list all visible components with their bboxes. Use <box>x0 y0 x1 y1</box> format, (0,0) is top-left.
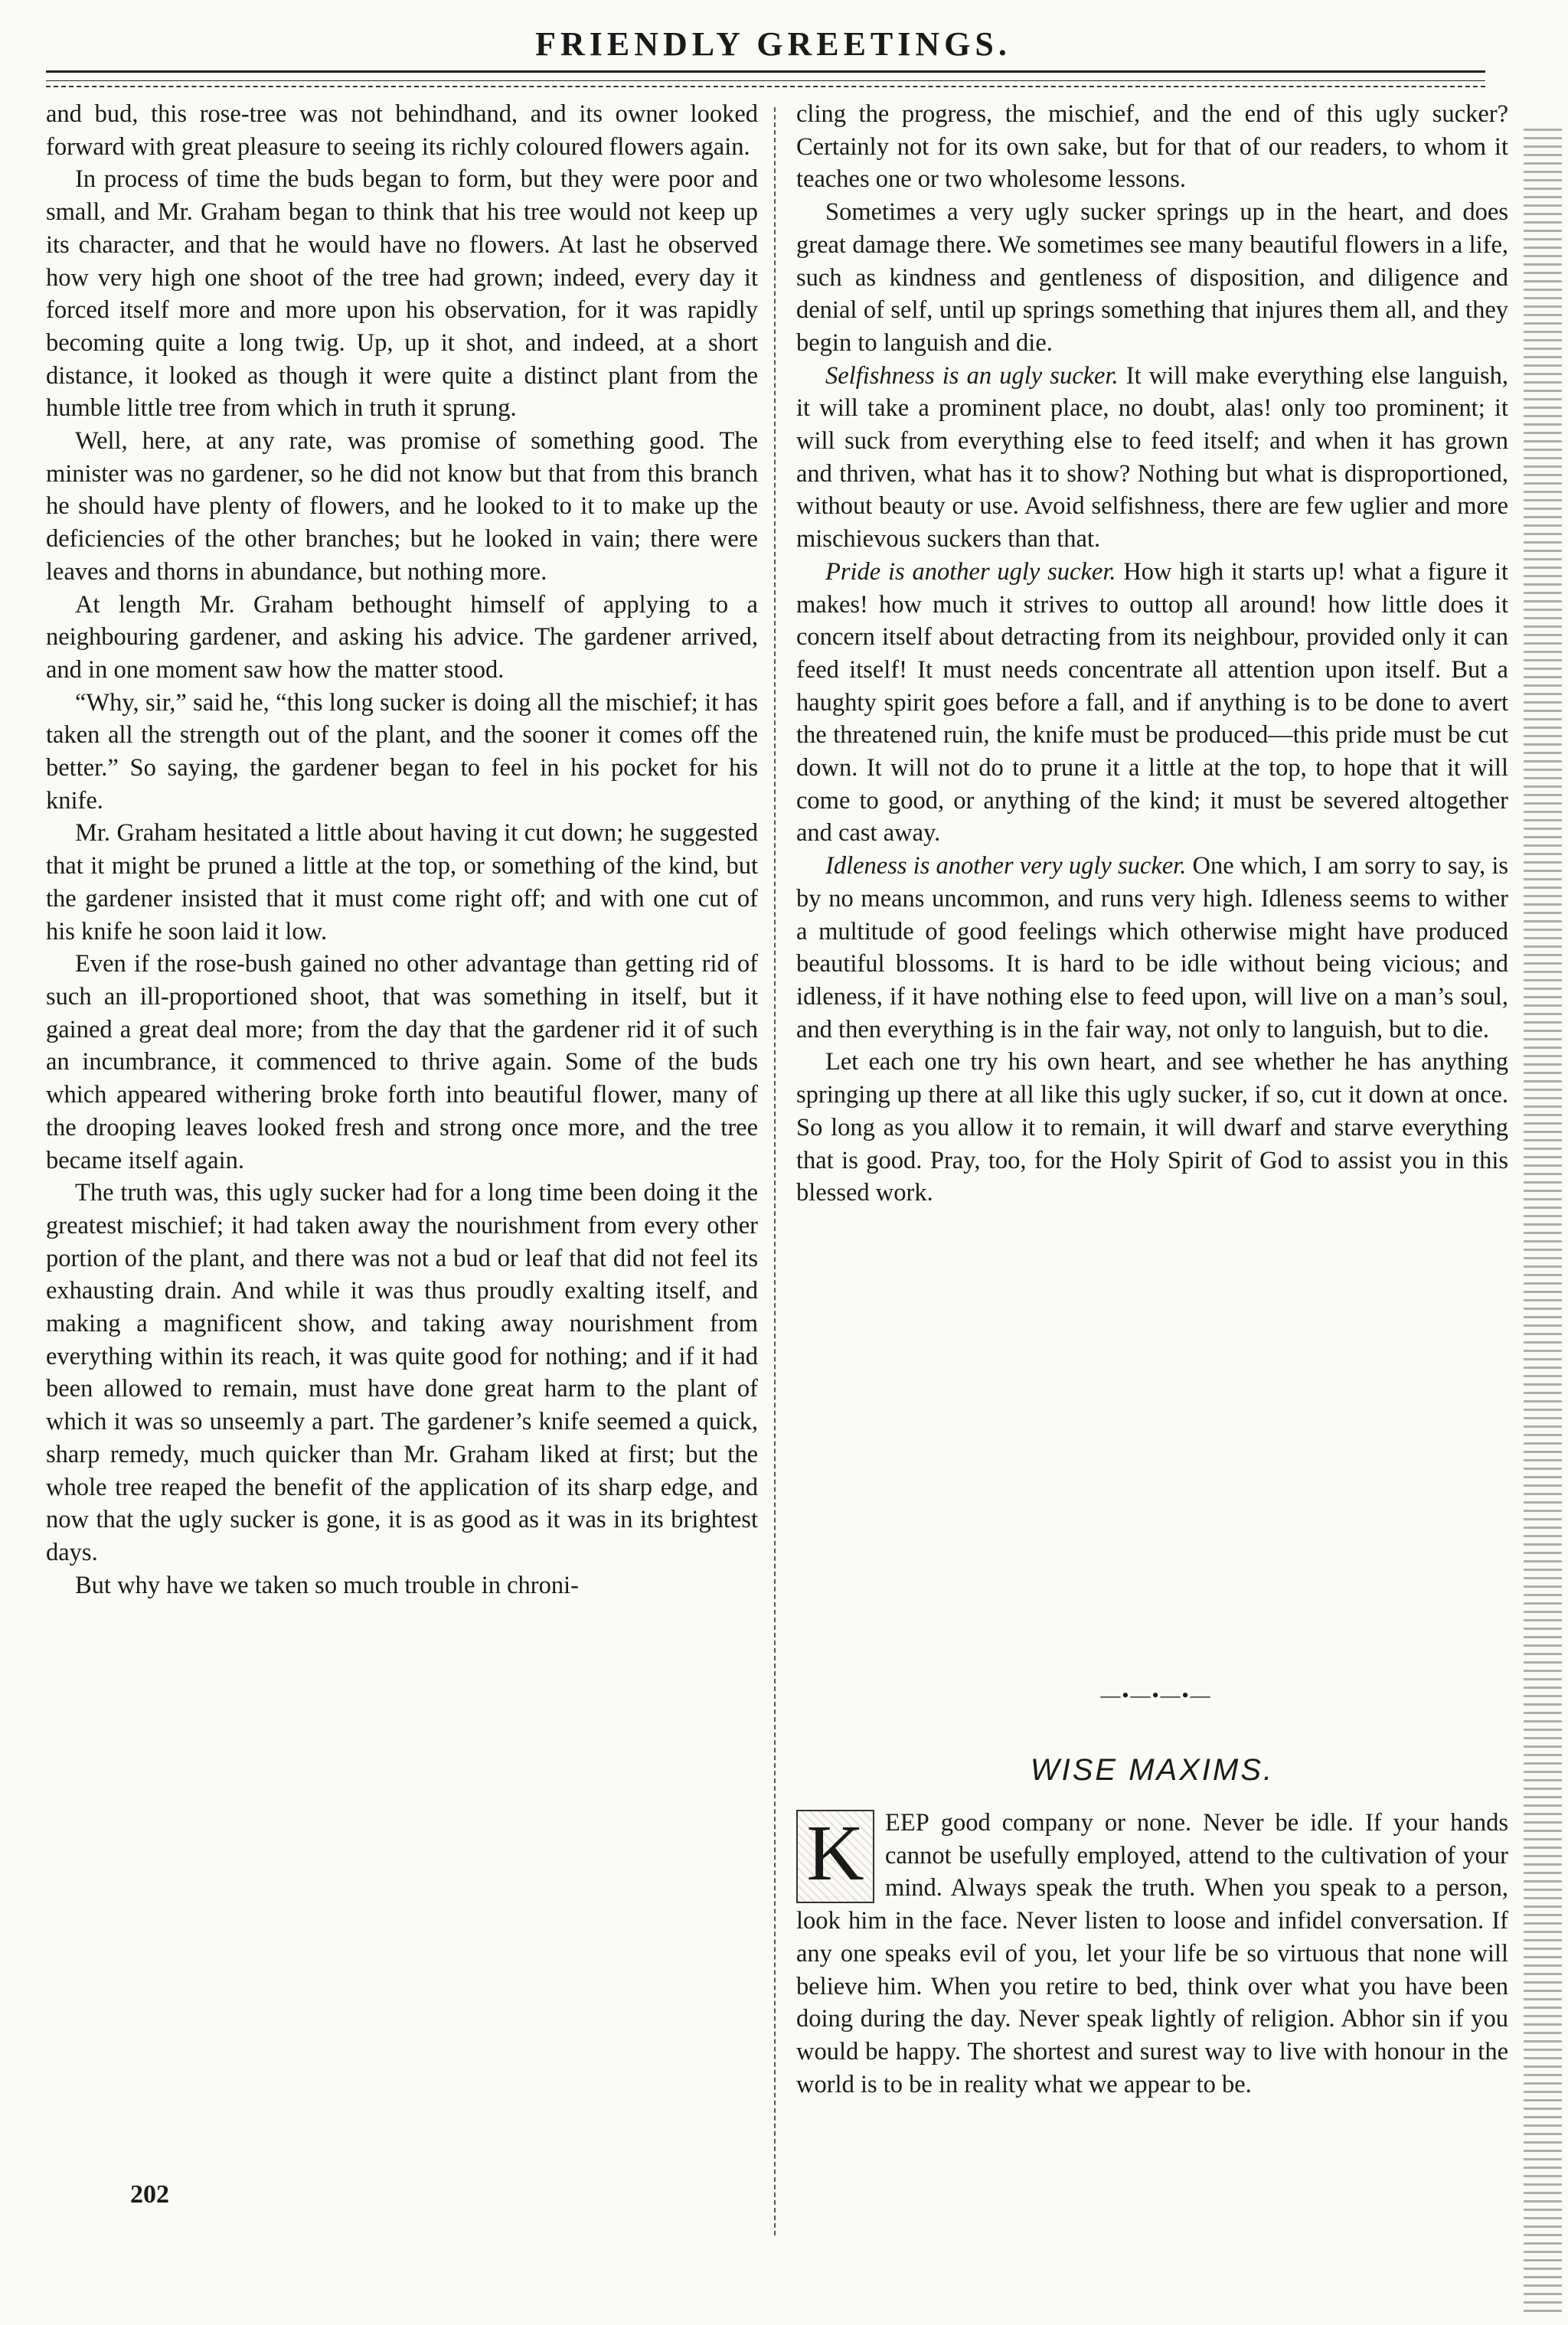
maxims-heading: WISE MAXIMS. <box>1030 1753 1275 1787</box>
dropcap-letter: K <box>796 1810 874 1903</box>
page-number: 202 <box>130 2180 169 2209</box>
right-column <box>796 98 1508 1210</box>
paragraph: At length Mr. Graham bethought himself of applying to a neighbouring gardener, and asking his advice. The gardener arrived, and in one moment saw how the matter stood. <box>46 590 758 684</box>
section-ornament: —•—•—•— <box>1100 1684 1212 1706</box>
paragraph: Well, here, at any rate, was promise of something good. The minister was no gardener, so he did not know but that from this branch he should have plenty of flowers, and he looked to it to make up the deficiencies of the other branches; but he looked in vain; there were leaves and thorns in abundance, but nothing more. <box>46 427 758 586</box>
paragraph: Even if the rose-bush gained no other advantage than getting rid of such an ill-proportioned shoot, that was something in itself, but it gained a great deal more; from the day that the gardener rid it of such an incumbrance, it commenced to thrive again. Some of the buds which appeared withering broke forth into beautiful flower, many of the drooping leaves looked fresh and strong once more, and the tree became itself again. <box>46 950 758 1174</box>
page-header <box>54 23 1493 66</box>
paragraph: The truth was, this ugly sucker had for a long time been doing it the greatest mischief; it had taken away the nourishment from every other portion of the plant, and there was not a bud or leaf that did not feel its exhausting drain. And while it was thus proudly exalting itself, and making a magnificent show, and taking away nourishment from everything within its reach, it was quite good for nothing; and if it had been allowed to remain, must have done great harm to the plant of which it was so unseemly a part. The gardener’s knife seemed a quick, sharp remedy, much quicker than Mr. Graham liked at first; but the whole tree reaped the benefit of the application of its sharp edge, and now that the ugly sucker is gone, it is as good as it was in its brightest days. <box>46 1179 758 1566</box>
paragraph: Sometimes a very ugly sucker springs up in the heart, and does great damage there. We sometimes see many beautiful flowers in a life, such as kindness and gentleness of disposition, and diligence and denial of self, until up springs something that injures them all, and they begin to languish and die. <box>796 198 1508 357</box>
paragraph <box>796 556 1508 850</box>
header-dashed-rule <box>46 86 1485 87</box>
paragraph: and bud, this rose-tree was not behindhand, and its owner looked forward with great pleasure to seeing its richly coloured flowers again. <box>46 100 758 161</box>
header-double-rule <box>46 70 1485 81</box>
dropcap-lead: EEP <box>885 1809 929 1837</box>
page-edge-scan-artifact <box>1524 122 1562 2312</box>
paragraph: Let each one try his own heart, and see whether he has anything springing up there at all like this ugly sucker, if so, cut it down at once. So long as you allow it to remain, it will dwarf and starve everything that is good. Pray, too, for the Holy Spirit of God to assist you in this blessed work. <box>796 1048 1508 1207</box>
paragraph-text: How high it starts up! what a figure it makes! how much it strives to outtop all around! how little does it concern itself about detracting from its neighbour, provided only it can feed itself! It must needs concentrate all attention upon itself. But a haughty spirit goes before a fall, and if anything is to be done to avert the threatened ruin, the knife must be produced—this pride must be cut down. It will not do to prune it a little at the top, to hope that it will come to good, or anything of the kind; it must be severed altogether and cast away. <box>796 557 1508 847</box>
italic-lead: Pride is another ugly sucker. <box>825 557 1116 586</box>
paragraph-text: One which, I am sorry to say, is by no means uncommon, and runs very high. Idleness seems to wither a multitude of good feelings which otherwise might have produced beautiful blossoms. It is hard to be idle without being vicious; and idleness, if it have nothing else to feed upon, will live on a man’s soul, and then everything is in the fair way, not only to languish, but to die. <box>796 852 1508 1043</box>
paragraph: In process of time the buds began to form, but they were poor and small, and Mr. Graham began to think that his tree would not keep up its character, and that he would have no flowers. At last he observed how very high one shoot of the tree had grown; indeed, every day it forced itself more and more upon his observation, for it was rapidly becoming quite a long twig. Up, up it shot, and indeed, at a short distance, it looked as though it were quite a distinct plant from the humble little tree from which in truth it sprung. <box>46 165 758 423</box>
paragraph <box>796 360 1508 556</box>
column-divider <box>774 107 776 2235</box>
magazine-title: FRIENDLY GREETINGS. <box>535 25 1011 63</box>
maxims-text: good company or none. Never be idle. If your hands cannot be usefully employed, attend to the cultivation of your mind. Always speak the truth. When you speak to a person, look him in the face. Never listen to loose and infidel conversation. If any one speaks evil of you, let your life be so virtuous that none will believe him. When you retire to bed, think over what you have been doing during the day. Never speak lightly of religion. Abhor sin if you would be happy. The shortest and surest way to live with honour in the world is to be in reality what we appear to be. <box>796 1809 1508 2098</box>
paragraph-text: It will make everything else languish, it will take a prominent place, no doubt, alas! only too prominent; it will suck from everything else to feed itself; and when it has grown and thriven, what has it to show? Nothing but what is disproportioned, without beauty or use. Avoid selfishness, there are few uglier and more mischievous suckers than that. <box>796 361 1508 553</box>
paragraph: cling the progress, the mischief, and the end of this ugly sucker? Certainly not for its own sake, but for that of our readers, to whom it teaches one or two wholesome lessons. <box>796 100 1508 194</box>
paragraph: Mr. Graham hesitated a little about having it cut down; he suggested that it might be pruned a little at the top, or something of the kind, but the gardener insisted that it must come right off; and with one cut of his knife he soon laid it low. <box>46 819 758 945</box>
maxims-body <box>796 1807 1508 2101</box>
paragraph: But why have we taken so much trouble in chroni- <box>75 1571 579 1599</box>
paragraph <box>796 850 1508 1046</box>
italic-lead: Selfishness is an ugly sucker. <box>825 361 1119 390</box>
italic-lead: Idleness is another very ugly sucker. <box>825 852 1187 880</box>
left-column <box>46 98 758 1602</box>
paragraph: “Why, sir,” said he, “this long sucker is doing all the mischief; it has taken all the strength out of the plant, and the sooner it comes off the better.” So saying, the gardener began to feel in his pocket for his knife. <box>46 688 758 815</box>
